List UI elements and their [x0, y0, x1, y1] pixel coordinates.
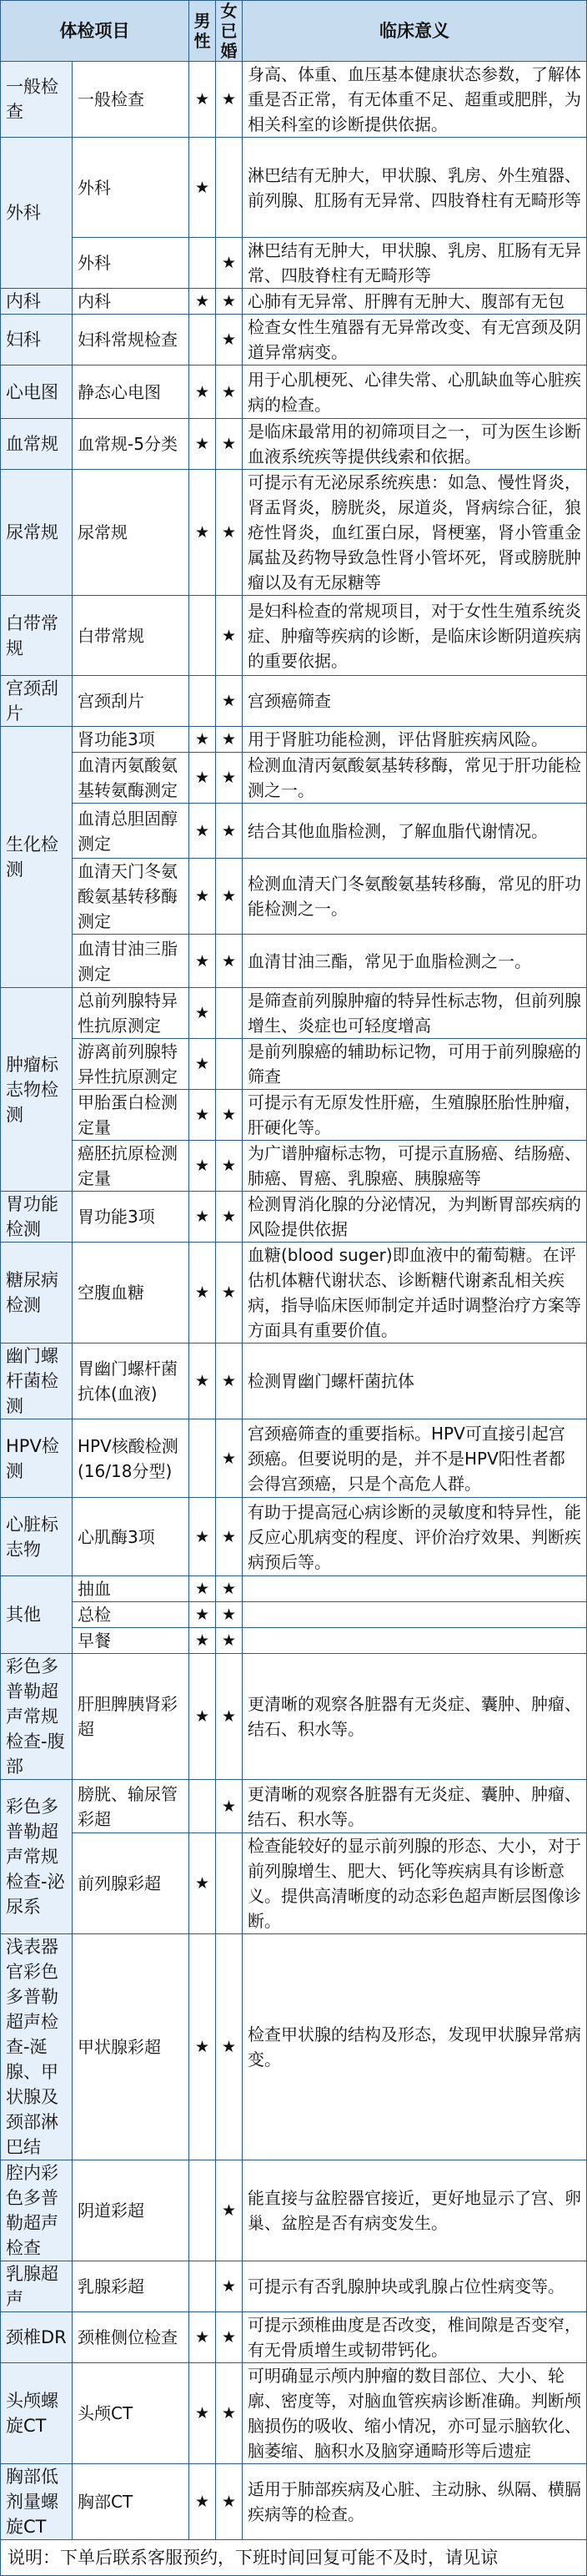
header-female-married: 女已婚 [216, 1, 243, 62]
male-star: ★ [189, 365, 216, 419]
female-star [216, 138, 243, 238]
meaning-cell: 淋巴结有无肿大，甲状腺、乳房、外生殖器、前列腺、肛肠有无异常、四肢脊柱有无畸形等 [243, 138, 587, 238]
item-cell: HPV核酸检测(16/18分型) [73, 1419, 189, 1498]
female-star: ★ [216, 289, 243, 315]
female-star: ★ [216, 1141, 243, 1192]
female-star: ★ [216, 935, 243, 988]
meaning-cell: 身高、体重、血压基本健康状态参数，了解体重是否正常，有无体重不足、超重或肥胖，为相关科室的诊断提供依据。 [243, 62, 587, 138]
female-star: ★ [216, 676, 243, 727]
category-cell: 浅表器官彩色多普勒超声检查-涎腺、甲状腺及颈部淋巴结 [1, 1934, 73, 2160]
meaning-cell: 能直接与盆腔器官接近，更好地显示了宫、卵巢、盆腔是否有病变发生。 [243, 2160, 587, 2261]
table-row [1, 988, 587, 1039]
item-cell: 早餐 [73, 1628, 189, 1654]
meaning-cell [243, 1602, 587, 1628]
header-category: 体检项目 [1, 1, 189, 62]
table-row [1, 1141, 587, 1192]
female-star: ★ [216, 365, 243, 419]
female-star: ★ [216, 727, 243, 753]
item-cell: 胃幽门螺杆菌抗体(血液) [73, 1343, 189, 1419]
meaning-cell: 血清甘油三酯，常见于血脂检测之一。 [243, 935, 587, 988]
meaning-cell: 有助于提高冠心病诊断的灵敏度和特异性，能反应心肌病变的程度、评价治疗效果、判断疾病预后等。 [243, 1498, 587, 1576]
meaning-cell: 用于肾脏功能检测，评估肾脏疾病风险。 [243, 727, 587, 753]
meaning-cell: 结合其他血脂检测，了解血脂代谢情况。 [243, 804, 587, 859]
meaning-cell: 检测胃幽门螺杆菌抗体 [243, 1343, 587, 1419]
male-star: ★ [189, 1090, 216, 1141]
table-row [1, 2363, 587, 2464]
item-cell: 血常规-5分类 [73, 419, 189, 470]
female-star: ★ [216, 470, 243, 596]
item-cell: 总检 [73, 1602, 189, 1628]
female-star: ★ [216, 1654, 243, 1780]
category-cell: 宫颈刮片 [1, 676, 73, 727]
meaning-cell: 检查女性生殖器有无异常改变、有无宫颈及阴道异常病变。 [243, 315, 587, 365]
table-row [1, 2464, 587, 2540]
female-star [216, 1833, 243, 1934]
male-star: ★ [189, 470, 216, 596]
meaning-cell: 是妇科检查的常规项目，对于女性生殖系统炎症、肿瘤等疾病的诊断，是临床诊断阴道疾病的重要依据。 [243, 596, 587, 676]
item-cell: 前列腺彩超 [73, 1833, 189, 1934]
female-star: ★ [216, 419, 243, 470]
female-star: ★ [216, 238, 243, 289]
male-star: ★ [189, 1498, 216, 1576]
table-row [1, 2261, 587, 2312]
female-star: ★ [216, 1243, 243, 1343]
female-star: ★ [216, 2261, 243, 2312]
meaning-cell: 心肺有无异常、肝脾有无肿大、腹部有无包 [243, 289, 587, 315]
category-cell: 生化检测 [1, 727, 73, 988]
meaning-cell: 可提示有无泌尿系统疾患：如急、慢性肾炎，肾盂肾炎，膀胱炎，尿道炎，肾病综合征，狼疮性肾炎，血红蛋白尿，肾梗塞，肾小管重金属盐及药物导致急性肾小管坏死，肾或膀胱肿瘤以及有无尿糖等 [243, 470, 587, 596]
category-cell: 肿瘤标志物检测 [1, 988, 73, 1192]
male-star: ★ [189, 1192, 216, 1243]
meaning-cell: 可明确显示颅内肿瘤的数目部位、大小、轮廓、密度等，对脑血管疾病诊断准确。判断颅脑损伤的吸收、缩小情况，亦可显示脑软化、脑萎缩、脑积水及脑穿通畸形等后遗症 [243, 2363, 587, 2464]
category-cell: 头颅螺旋CT [1, 2363, 73, 2464]
table-row [1, 1090, 587, 1141]
category-cell: 乳腺超声 [1, 2261, 73, 2312]
item-cell: 颈椎侧位检查 [73, 2312, 189, 2363]
table-row [1, 1419, 587, 1498]
female-star: ★ [216, 2160, 243, 2261]
category-cell: 内科 [1, 289, 73, 315]
meaning-cell: 检查甲状腺的结构及形态，发现甲状腺异常病变。 [243, 1934, 587, 2160]
item-cell: 游离前列腺特异性抗原测定 [73, 1039, 189, 1090]
female-star: ★ [216, 804, 243, 859]
category-cell: 胸部低剂量螺旋CT [1, 2464, 73, 2540]
item-cell: 阴道彩超 [73, 2160, 189, 2261]
item-cell: 内科 [73, 289, 189, 315]
meaning-cell: 是筛查前列腺肿瘤的特异性标志物，但前列腺增生、炎症也可轻度增高 [243, 988, 587, 1039]
meaning-cell [243, 1576, 587, 1602]
table-row [1, 1602, 587, 1628]
item-cell: 宫颈刮片 [73, 676, 189, 727]
table-row [1, 1576, 587, 1602]
male-star: ★ [189, 1628, 216, 1654]
male-star: ★ [189, 1934, 216, 2160]
table-row [1, 138, 587, 238]
meaning-cell [243, 1628, 587, 1654]
meaning-cell: 宫颈癌筛查 [243, 676, 587, 727]
item-cell: 静态心电图 [73, 365, 189, 419]
table-row [1, 676, 587, 727]
female-star: ★ [216, 1628, 243, 1654]
female-star [216, 1039, 243, 1090]
male-star: ★ [189, 1833, 216, 1934]
female-star: ★ [216, 1090, 243, 1141]
table-row [1, 1243, 587, 1343]
male-star: ★ [189, 138, 216, 238]
table-row [1, 289, 587, 315]
item-cell: 胃功能3项 [73, 1192, 189, 1243]
table-row [1, 935, 587, 988]
female-star: ★ [216, 2363, 243, 2464]
male-star: ★ [189, 289, 216, 315]
item-cell: 尿常规 [73, 470, 189, 596]
item-cell: 总前列腺特异性抗原测定 [73, 988, 189, 1039]
male-star [189, 596, 216, 676]
table-row [1, 727, 587, 753]
item-cell: 胸部CT [73, 2464, 189, 2540]
table-row [1, 1654, 587, 1780]
meaning-cell: 可提示有无原发性肝癌，生殖腺胚胎性肿瘤，肝硬化等。 [243, 1090, 587, 1141]
table-row [1, 1343, 587, 1419]
table-row [1, 419, 587, 470]
female-star: ★ [216, 1602, 243, 1628]
category-cell: 其他 [1, 1576, 73, 1654]
category-cell: 胃功能检测 [1, 1192, 73, 1243]
male-star: ★ [189, 1039, 216, 1090]
male-star [189, 315, 216, 365]
male-star [189, 2160, 216, 2261]
header-male: 男性 [189, 1, 216, 62]
category-cell: 白带常规 [1, 596, 73, 676]
table-row [1, 238, 587, 289]
female-star: ★ [216, 859, 243, 935]
item-cell: 血清丙氨酸氨基转氨酶测定 [73, 753, 189, 804]
male-star: ★ [189, 2312, 216, 2363]
header-row [1, 1, 587, 62]
item-cell: 肝胆脾胰肾彩超 [73, 1654, 189, 1780]
female-star: ★ [216, 315, 243, 365]
table-row [1, 859, 587, 935]
meaning-cell: 用于心肌梗死、心律失常、心肌缺血等心脏疾病的检查。 [243, 365, 587, 419]
male-star: ★ [189, 935, 216, 988]
table-row [1, 1192, 587, 1243]
category-cell: 心电图 [1, 365, 73, 419]
meaning-cell: 检测血清天门冬氨酸氨基转移酶，常见的肝功能检测之一。 [243, 859, 587, 935]
male-star [189, 238, 216, 289]
male-star: ★ [189, 1654, 216, 1780]
category-cell: 外科 [1, 138, 73, 289]
meaning-cell: 宫颈癌筛查的重要指标。HPV可直接引起宫颈癌。但要说明的是，并不是HPV阳性者都会得宫颈癌，只是个高危人群。 [243, 1419, 587, 1498]
category-cell: 一般检查 [1, 62, 73, 138]
meaning-cell: 淋巴结有无肿大，甲状腺、乳房、肛肠有无异常、四肢脊柱有无畸形等 [243, 238, 587, 289]
female-star: ★ [216, 2464, 243, 2540]
female-star: ★ [216, 2312, 243, 2363]
item-cell: 头颅CT [73, 2363, 189, 2464]
meaning-cell: 可提示有否乳腺肿块或乳腺占位性病变等。 [243, 2261, 587, 2312]
category-cell: 血常规 [1, 419, 73, 470]
item-cell: 外科 [73, 138, 189, 238]
category-cell: 彩色多普勒超声常规检查-腹部 [1, 1654, 73, 1780]
item-cell: 一般检查 [73, 62, 189, 138]
table-row [1, 1039, 587, 1090]
category-cell: 腔内彩色多普勒超声检查 [1, 2160, 73, 2261]
table-row [1, 1628, 587, 1654]
item-cell: 心肌酶3项 [73, 1498, 189, 1576]
meaning-cell: 更清晰的观察各脏器有无炎症、囊肿、肿瘤、结石、积水等。 [243, 1654, 587, 1780]
item-cell: 膀胱、输尿管彩超 [73, 1780, 189, 1833]
female-star: ★ [216, 596, 243, 676]
item-cell: 乳腺彩超 [73, 2261, 189, 2312]
category-cell: HPV检测 [1, 1419, 73, 1498]
table-row [1, 1833, 587, 1934]
footer-row [1, 2540, 587, 2576]
table-row [1, 804, 587, 859]
meaning-cell: 是临床最常用的初筛项目之一，可为医生诊断血液系统疾等提供线索和依据。 [243, 419, 587, 470]
category-cell: 彩色多普勒超声常规检查-泌尿系 [1, 1780, 73, 1934]
meaning-cell: 为广谱肿瘤标志物，可提示直肠癌、结肠癌、肺癌、胃癌、乳腺癌、胰腺癌等 [243, 1141, 587, 1192]
table-row [1, 753, 587, 804]
category-cell: 尿常规 [1, 470, 73, 596]
female-star: ★ [216, 1192, 243, 1243]
table-row [1, 1934, 587, 2160]
female-star [216, 988, 243, 1039]
female-star: ★ [216, 62, 243, 138]
meaning-cell: 适用于肺部疾病及心脏、主动脉、纵隔、横膈疾病等的检查。 [243, 2464, 587, 2540]
category-cell: 妇科 [1, 315, 73, 365]
meaning-cell: 检查能较好的显示前列腺的形态、大小，对于前列腺增生、肥大、钙化等疾病具有诊断意义。提供高清晰度的动态彩色超声断层图像诊断。 [243, 1833, 587, 1934]
item-cell: 空腹血糖 [73, 1243, 189, 1343]
male-star [189, 676, 216, 727]
meaning-cell: 检测胃消化腺的分泌情况，为判断胃部疾病的风险提供依据 [243, 1192, 587, 1243]
male-star: ★ [189, 1576, 216, 1602]
meaning-cell: 检测血清丙氨酸氨基转移酶，常见于肝功能检测之一。 [243, 753, 587, 804]
female-star: ★ [216, 1343, 243, 1419]
header-meaning: 临床意义 [243, 1, 587, 62]
table-row [1, 470, 587, 596]
category-cell: 幽门螺杆菌检测 [1, 1343, 73, 1419]
item-cell: 抽血 [73, 1576, 189, 1602]
meaning-cell: 更清晰的观察各脏器有无炎症、囊肿、肿瘤、结石、积水等。 [243, 1780, 587, 1833]
male-star: ★ [189, 859, 216, 935]
category-cell: 颈椎DR [1, 2312, 73, 2363]
male-star: ★ [189, 727, 216, 753]
table-body [1, 62, 587, 2540]
item-cell: 肾功能3项 [73, 727, 189, 753]
female-star: ★ [216, 1576, 243, 1602]
male-star: ★ [189, 419, 216, 470]
item-cell: 妇科常规检查 [73, 315, 189, 365]
table-row [1, 315, 587, 365]
male-star [189, 2261, 216, 2312]
table-row [1, 1780, 587, 1833]
male-star: ★ [189, 988, 216, 1039]
male-star [189, 1419, 216, 1498]
male-star: ★ [189, 753, 216, 804]
category-cell: 心脏标志物 [1, 1498, 73, 1576]
table-row [1, 365, 587, 419]
female-star: ★ [216, 1419, 243, 1498]
male-star: ★ [189, 1141, 216, 1192]
table-row [1, 2160, 587, 2261]
male-star: ★ [189, 1343, 216, 1419]
table-row [1, 1498, 587, 1576]
meaning-cell: 血糖(blood suger)即血液中的葡萄糖。在评估机体糖代谢状态、诊断糖代谢紊乱相关疾病，指导临床医师制定并适时调整治疗方案等方面具有重要价值。 [243, 1243, 587, 1343]
item-cell: 甲状腺彩超 [73, 1934, 189, 2160]
male-star: ★ [189, 62, 216, 138]
female-star: ★ [216, 753, 243, 804]
male-star: ★ [189, 2363, 216, 2464]
male-star: ★ [189, 1602, 216, 1628]
female-star: ★ [216, 1934, 243, 2160]
female-star: ★ [216, 1498, 243, 1576]
item-cell: 甲胎蛋白检测定量 [73, 1090, 189, 1141]
item-cell: 外科 [73, 238, 189, 289]
male-star: ★ [189, 2464, 216, 2540]
meaning-cell: 可提示颈椎曲度是否改变，椎间隙是否变窄，有无骨质增生或韧带钙化。 [243, 2312, 587, 2363]
category-cell: 糖尿病检测 [1, 1243, 73, 1343]
table-row [1, 62, 587, 138]
table-row [1, 2312, 587, 2363]
male-star: ★ [189, 1243, 216, 1343]
item-cell: 白带常规 [73, 596, 189, 676]
meaning-cell: 是前列腺癌的辅助标记物，可用于前列腺癌的筛查 [243, 1039, 587, 1090]
male-star: ★ [189, 804, 216, 859]
footer-note: 说明：下单后联系客服预约，下班时间回复可能不及时，请见谅 [1, 2540, 587, 2576]
female-star: ★ [216, 1780, 243, 1833]
item-cell: 血清总胆固醇测定 [73, 804, 189, 859]
table-row [1, 596, 587, 676]
male-star [189, 1780, 216, 1833]
item-cell: 血清甘油三脂测定 [73, 935, 189, 988]
item-cell: 血清天门冬氨酸氨基转移酶测定 [73, 859, 189, 935]
item-cell: 癌胚抗原检测定量 [73, 1141, 189, 1192]
